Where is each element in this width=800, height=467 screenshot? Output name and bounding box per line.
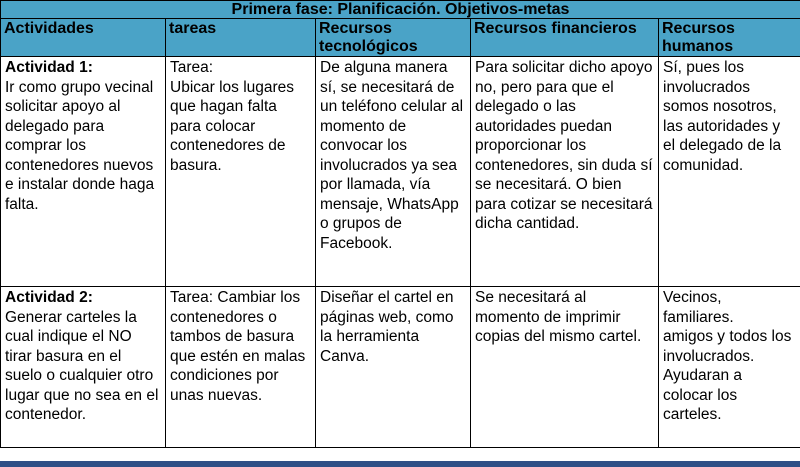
humanos-cell: Vecinos, familiares. amigos y todos los involucrados. Ayudaran a colocar los carteles. <box>659 287 800 448</box>
tarea-cell: Tarea: Ubicar los lugares que hagan falta para colocar contenedores de basura. <box>166 57 316 287</box>
activity-title: Actividad 1: <box>5 59 93 76</box>
table-title: Primera fase: Planificación. Objetivos-metas <box>1 1 800 19</box>
financieros-cell: Para solicitar dicho apoyo no, pero para que el delegado o las autoridades puedan proporcionar los contenedores, sin duda sí se necesitará. O bien para cotizar se necesitará dicha cantidad. <box>471 57 659 287</box>
financieros-cell: Se necesitará al momento de imprimir copias del mismo cartel. <box>471 287 659 448</box>
activity-cell <box>1 57 166 287</box>
tecnologicos-cell: De alguna manera sí, se necesitará de un teléfono celular al momento de convocar los involucrados ya sea por llamada, vía mensaje, WhatsApp o grupos de Facebook. <box>316 57 471 287</box>
table-row <box>1 57 800 287</box>
humanos-cell: Sí, pues los involucrados somos nosotros, las autoridades y el delegado de la comunidad. <box>659 57 800 287</box>
table-row <box>1 287 800 448</box>
activity-title: Actividad 2: <box>5 289 93 306</box>
tecnologicos-cell: Diseñar el cartel en páginas web, como la herramienta Canva. <box>316 287 471 448</box>
activity-text: Generar carteles la cual indique el NO tirar basura en el suelo o cualquier otro lugar que no sea en el contenedor. <box>5 308 159 423</box>
header-recursos-humanos: Recursos humanos <box>659 19 800 57</box>
activity-text: Ir como grupo vecinal solicitar apoyo al delegado para comprar los contenedores nuevos e instalar donde haga falta. <box>5 78 155 213</box>
table-title-row <box>1 1 800 19</box>
footer-bar <box>0 461 800 467</box>
tarea-cell: Tarea: Cambiar los contenedores o tambos de basura que estén en malas condiciones por unas nuevas. <box>166 287 316 448</box>
header-recursos-tecnologicos: Recursos tecnológicos <box>316 19 471 57</box>
header-tareas: tareas <box>166 19 316 57</box>
header-actividades: Actividades <box>1 19 166 57</box>
activity-cell <box>1 287 166 448</box>
header-recursos-financieros: Recursos financieros <box>471 19 659 57</box>
table-header-row <box>1 19 800 57</box>
